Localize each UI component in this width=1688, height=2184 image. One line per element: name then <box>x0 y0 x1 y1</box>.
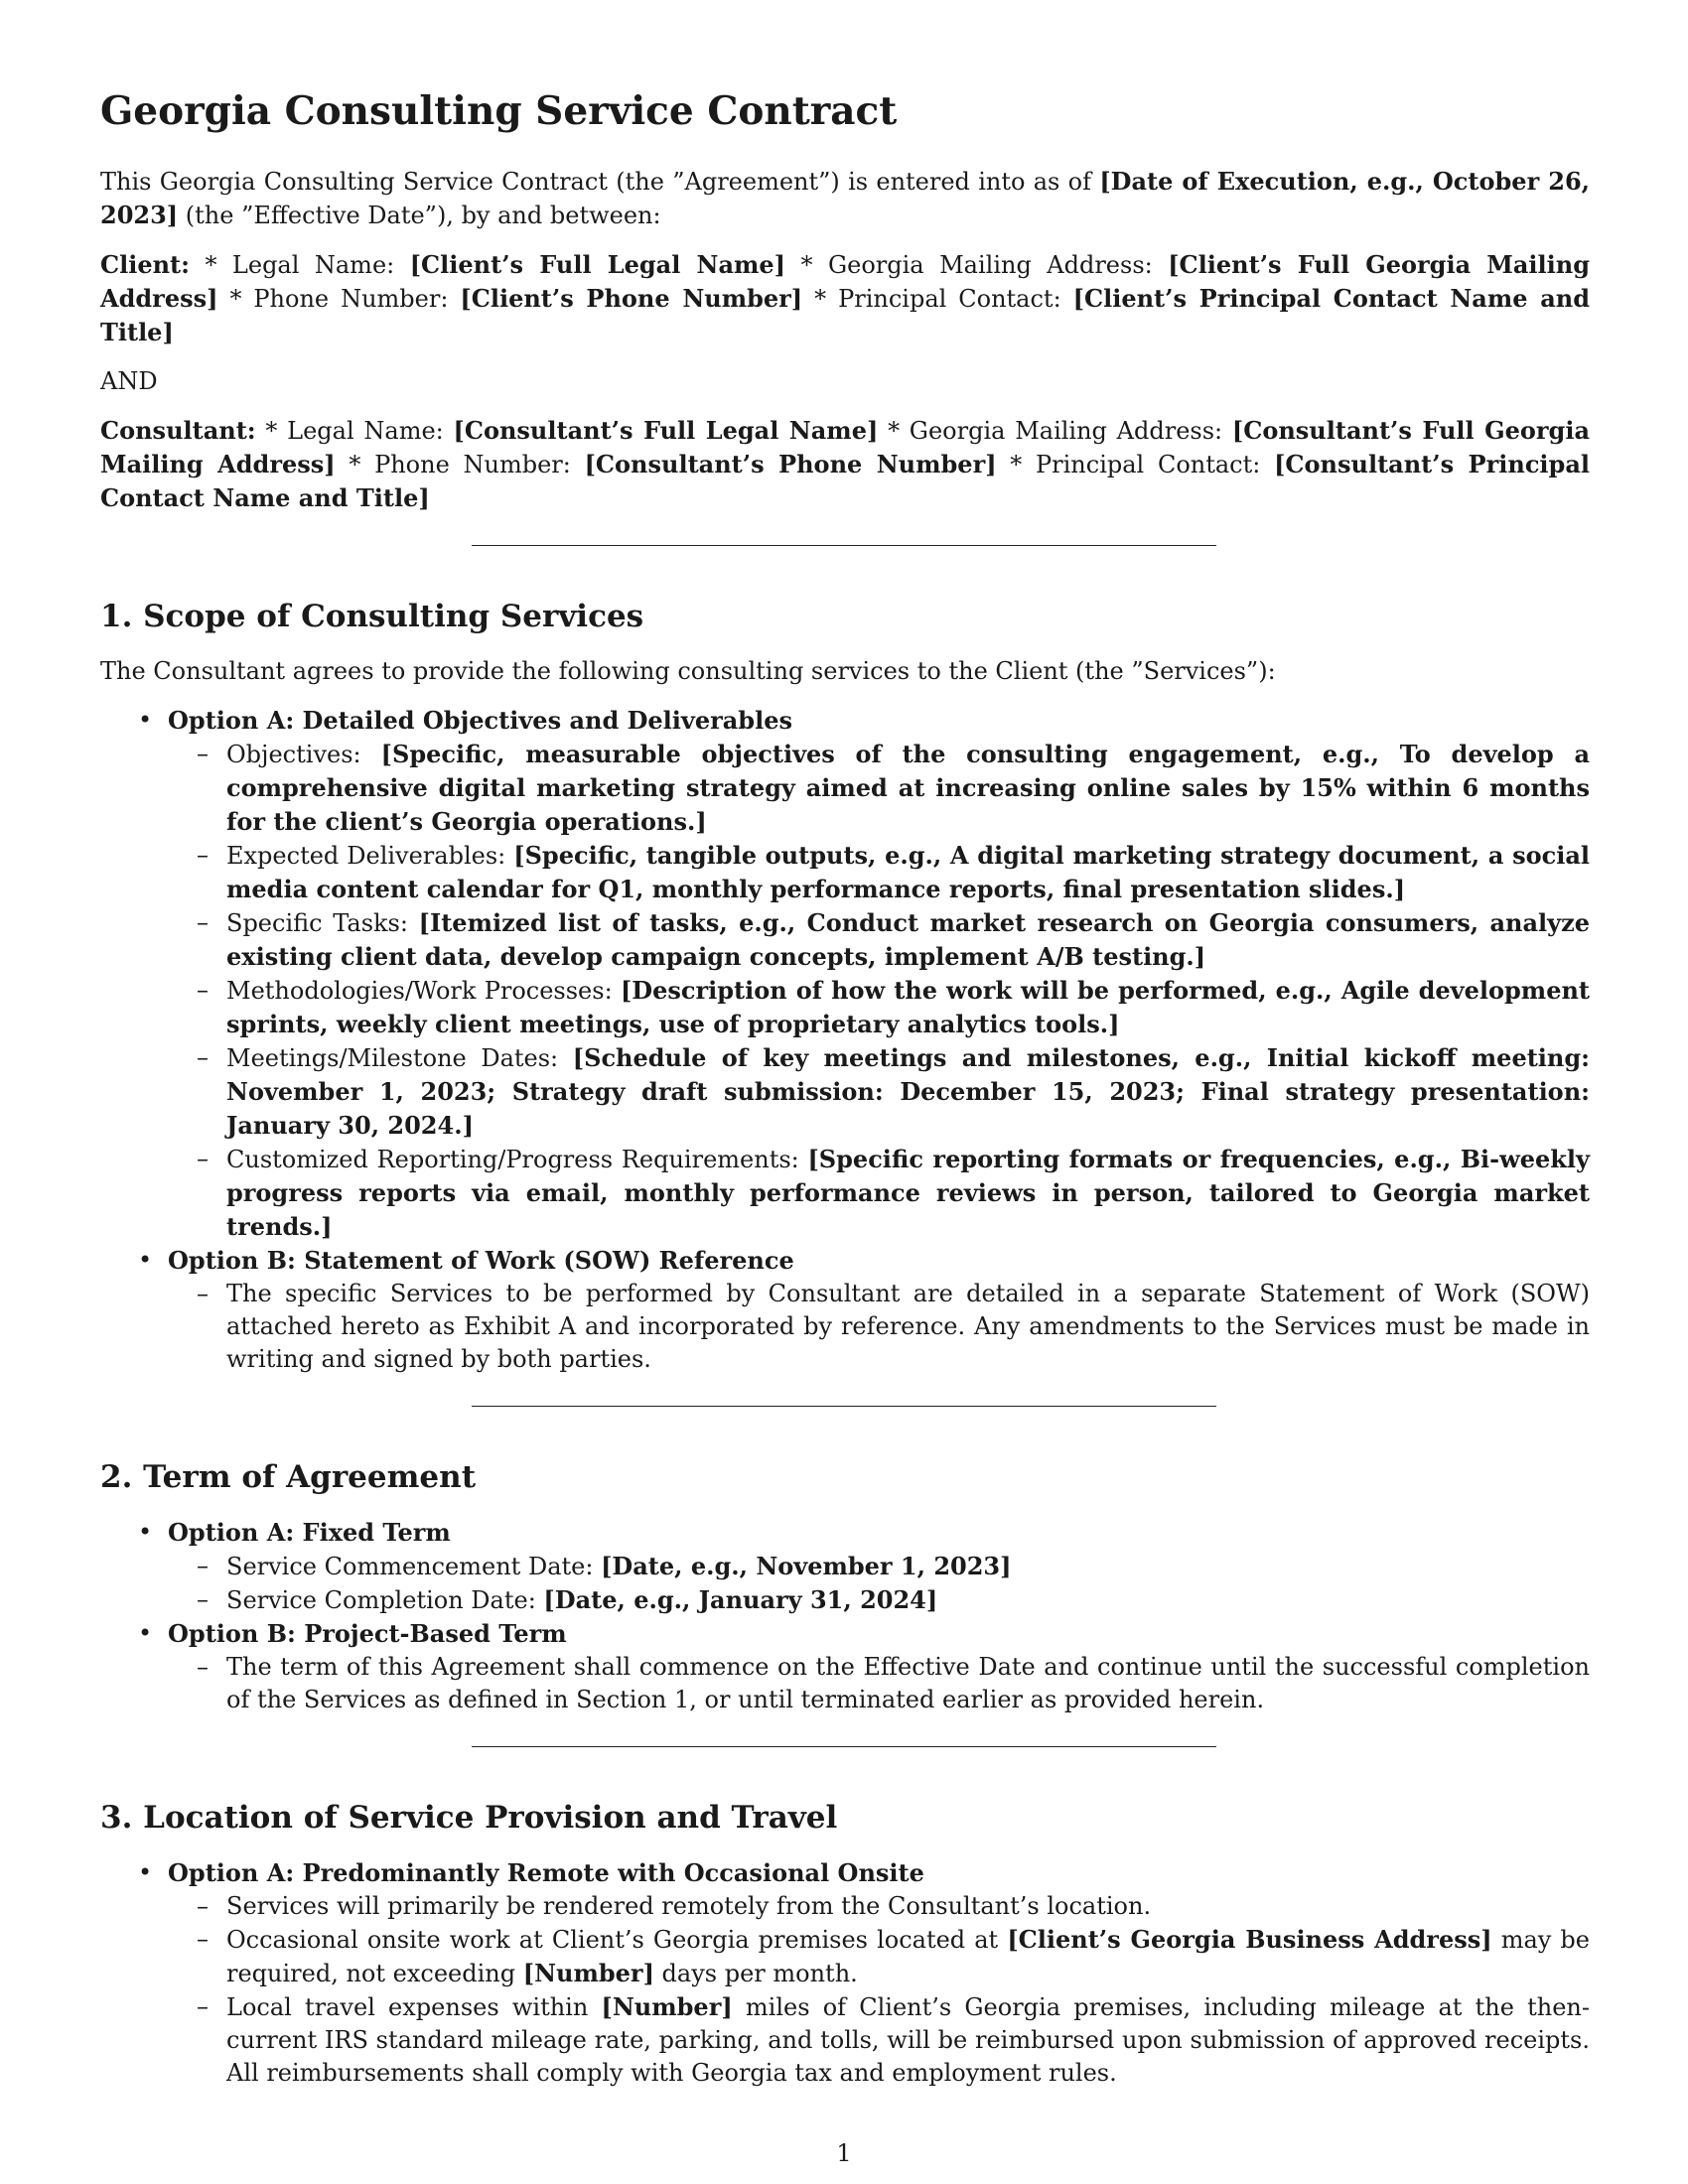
section-divider <box>472 1746 1216 1747</box>
section-1-options <box>100 704 1590 1376</box>
list-item: – Service Commencement Date: [Date, e.g., November 1, 2023] <box>165 1550 1590 1583</box>
section-divider <box>472 545 1216 546</box>
document-title: Georgia Consulting Service Contract <box>100 88 898 134</box>
list-item: – Service Completion Date: [Date, e.g., January 31, 2024] <box>165 1583 1590 1617</box>
list-item: – Expected Deliverables: [Specific, tangible outputs, e.g., A digital marketing strategy document, a social media content calendar for Q1, monthly performance reports, final presentation slides.] <box>165 839 1590 906</box>
list-item: – Occasional onsite work at Client’s Georgia premises located at [Client’s Georgia Business Address] may be required, not exceeding [Number] days per month. <box>165 1923 1590 1990</box>
list-item: – Local travel expenses within [Number] miles of Client’s Georgia premises, including mileage at the then-current IRS standard mileage rate, parking, and tolls, will be reimbursed upon submission of approved receipts. All reimbursements shall comply with Georgia tax and employment rules. <box>165 1990 1590 2090</box>
section-divider <box>472 1406 1216 1407</box>
option-a-item: • Option A: Fixed Term – Service Commencement Date: [Date, e.g., November 1, 2023] – Service Completion Date: [Date, e.g., January 31, 2024] <box>100 1516 1590 1617</box>
intro-paragraph: This Georgia Consulting Service Contract (the ”Agreement”) is entered into as of [Date of Execution, e.g., October 26, 2023] (the ”Effective Date”), by and between: <box>100 167 1590 229</box>
list-item: – Customized Reporting/Progress Requirements: [Specific reporting formats or frequencies, e.g., Bi-weekly progress reports via email, monthly performance reviews in person, tailored to Georgia market trends.] <box>165 1143 1590 1244</box>
list-item: – Services will primarily be rendered remotely from the Consultant’s location. <box>165 1890 1590 1923</box>
consultant-block: Consultant: * Legal Name: [Consultant’s Full Legal Name] * Georgia Mailing Address: [Consultant’s Full Georgia Mailing Address] * Phone Number: [Consultant’s Phone Number] * Principal Contact: [Consultant’s Principal Contact Name and Title] <box>100 416 1590 512</box>
and-separator: AND <box>100 367 158 395</box>
option-a-item: • Option A: Predominantly Remote with Occasional Onsite – Services will primarily be rendered remotely from the Consultant’s location. – Occasional onsite work at Client’s Georgia premises located at [Client’s Georgia Business Address] may be required, not exceeding [Number] days per month. – Local travel expenses within [Number] miles of Client’s Georgia premises, including mileage at the then-current IRS standard mileage rate, parking, and tolls, will be reimbursed upon submission of approved receipts. All reimbursements shall comply with Georgia tax and employment rules. <box>100 1856 1590 2090</box>
section-1-lead: The Consultant agrees to provide the following consulting services to the Client (the ”Services”): <box>100 657 1276 685</box>
list-item: – Objectives: [Specific, measurable objectives of the consulting engagement, e.g., To develop a comprehensive digital marketing strategy aimed at increasing online sales by 15% within 6 months for the client’s Georgia operations.] <box>165 738 1590 839</box>
option-a-item: • Option A: Detailed Objectives and Deliverables – Objectives: [Specific, measurable objectives of the consulting engagement, e.g., To develop a comprehensive digital marketing strategy aimed at increasing online sales by 15% within 6 months for the client’s Georgia operations.] – Expected Deliverables: [Specific, tangible outputs, e.g., A digital marketing strategy document, a social media content calendar for Q1, monthly performance reports, final presentation slides.] – Specific Tasks: [Itemized list of tasks, e.g., Conduct market research on Georgia consumers, analyze existing client data, develop campaign concepts, implement A/B testing.] – Methodologies/Work Processes: [Description of how the work will be performed, e.g., Agile development sprints, weekly client meetings, use of proprietary analytics tools.] – Meetings/Milestone Dates: [Schedule of key meetings and milestones, e.g., Initial kickoff meeting: November 1, 2023; Strategy draft submission: December 15, 2023; Final strategy presentation: January 30, 2024.] – Customized Reporting/Progress Requirements: [Specific reporting formats or frequencies, e.g., Bi-weekly progress reports via email, monthly performance reviews in person, tailored to Georgia market trends.] <box>100 704 1590 1244</box>
option-a-subitems <box>168 738 1590 1244</box>
client-label: Client: <box>100 250 190 279</box>
page-number: 1 <box>836 2139 852 2167</box>
option-b-item: • Option B: Statement of Work (SOW) Reference – The specific Services to be performed by Consultant are detailed in a separate Statement of Work (SOW) attached hereto as Exhibit A and incorporated by reference. Any amendments to the Services must be made in writing and signed by both parties. <box>100 1244 1590 1376</box>
list-item: – Specific Tasks: [Itemized list of tasks, e.g., Conduct market research on Georgia consumers, analyze existing client data, develop campaign concepts, implement A/B testing.] <box>165 906 1590 974</box>
list-item: – The term of this Agreement shall commence on the Effective Date and continue until the successful completion of the Services as defined in Section 1, or until terminated earlier as provided herein. <box>165 1651 1590 1716</box>
section-2-options <box>100 1516 1590 1716</box>
section-2-heading: 2. Term of Agreement <box>100 1459 477 1495</box>
option-b-item: • Option B: Project-Based Term – The term of this Agreement shall commence on the Effective Date and continue until the successful completion of the Services as defined in Section 1, or until terminated earlier as provided herein. <box>100 1617 1590 1716</box>
section-3-options <box>100 1856 1590 2090</box>
section-3-heading: 3. Location of Service Provision and Travel <box>100 1800 838 1836</box>
execution-date-placeholder: [Date of Execution, e.g., October 26, 2023] <box>100 167 1590 229</box>
list-item: – Meetings/Milestone Dates: [Schedule of key meetings and milestones, e.g., Initial kickoff meeting: November 1, 2023; Strategy draft submission: December 15, 2023; Final strategy presentation: January 30, 2024.] <box>165 1041 1590 1143</box>
list-item: – The specific Services to be performed by Consultant are detailed in a separate Statement of Work (SOW) attached hereto as Exhibit A and incorporated by reference. Any amendments to the Services must be made in writing and signed by both parties. <box>165 1278 1590 1376</box>
document-page <box>100 87 1590 2090</box>
client-block: Client: * Legal Name: [Client’s Full Legal Name] * Georgia Mailing Address: [Client’s Full Georgia Mailing Address] * Phone Number: [Client’s Phone Number] * Principal Contact: [Client’s Principal Contact Name and Title] <box>100 250 1591 346</box>
list-item: – Methodologies/Work Processes: [Description of how the work will be performed, e.g., Agile development sprints, weekly client meetings, use of proprietary analytics tools.] <box>165 974 1590 1041</box>
consultant-label: Consultant: <box>100 416 256 445</box>
section-1-heading: 1. Scope of Consulting Services <box>100 599 644 634</box>
